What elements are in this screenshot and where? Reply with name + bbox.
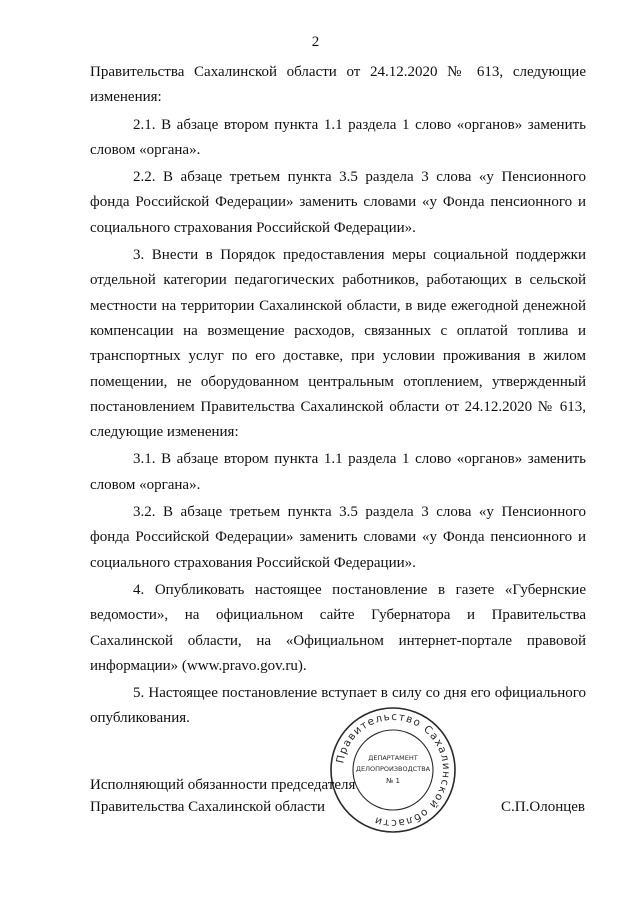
page-number: 2	[311, 34, 320, 50]
paragraph-2-2: 2.2. В абзаце третьем пункта 3.5 раздела 3 слова «у Пенсионного фонда Российской Федерации» заменить словами «у Фонда пенсионного и социального страхования Российской Федерации».	[90, 169, 586, 236]
paragraph-5: 5. Настоящее постановление вступает в силу со дня его официального опубликования.	[90, 685, 586, 727]
signature-position	[90, 774, 355, 818]
paragraph-2-1: 2.1. В абзаце втором пункта 1.1 раздела 1 слово «органов» заменить словом «органа».	[90, 116, 586, 158]
paragraph-3-1: 3.1. В абзаце втором пункта 1.1 раздела 1 слово «органов» заменить словом «органа».	[90, 451, 586, 493]
stamp-ring-text: Правительство Сахалинской области	[334, 710, 453, 830]
paragraph-intro: Правительства Сахалинской области от 24.12.2020 № 613, следующие изменения:	[90, 64, 586, 106]
signature-position-line2: Правительства Сахалинской области	[90, 799, 326, 815]
signature-position-line1: Исполняющий обязанности председателя	[90, 777, 356, 793]
signature-name: С.П.Олонцев	[501, 799, 585, 815]
paragraph-3-2: 3.2. В абзаце третьем пункта 3.5 раздела 3 слова «у Пенсионного фонда Российской Федерации» заменить словами «у Фонда пенсионного и социального страхования Российской Федерации».	[90, 504, 586, 571]
document-body	[90, 60, 586, 732]
paragraph-3: 3. Внести в Порядок предоставления меры социальной поддержки отдельной категории педагогических работников, работающих в сельской местности на территории Сахалинской области, в виде ежегодной денежной компенсации на возмещение расходов, связанных с оплатой топлива и транспортных услуг по его доставке, при условии проживания в жилом помещении, не оборудованном центральным отоплением, утвержденный постановлением Правительства Сахалинской области от 24.12.2020 № 613, следующие изменения:	[90, 247, 586, 441]
stamp-center-line2: ДЕЛОПРОИЗВОДСТВА	[355, 765, 431, 773]
stamp-center-line1: ДЕПАРТАМЕНТ	[368, 754, 418, 762]
stamp-center-line3: № 1	[386, 777, 400, 785]
paragraph-4: 4. Опубликовать настоящее постановление в газете «Губернские ведомости», на официальном сайте Губернатора и Правительства Сахалинской области, на «Официальном интернет-портале правовой информации» (www.pravo.gov.ru).	[90, 581, 586, 674]
